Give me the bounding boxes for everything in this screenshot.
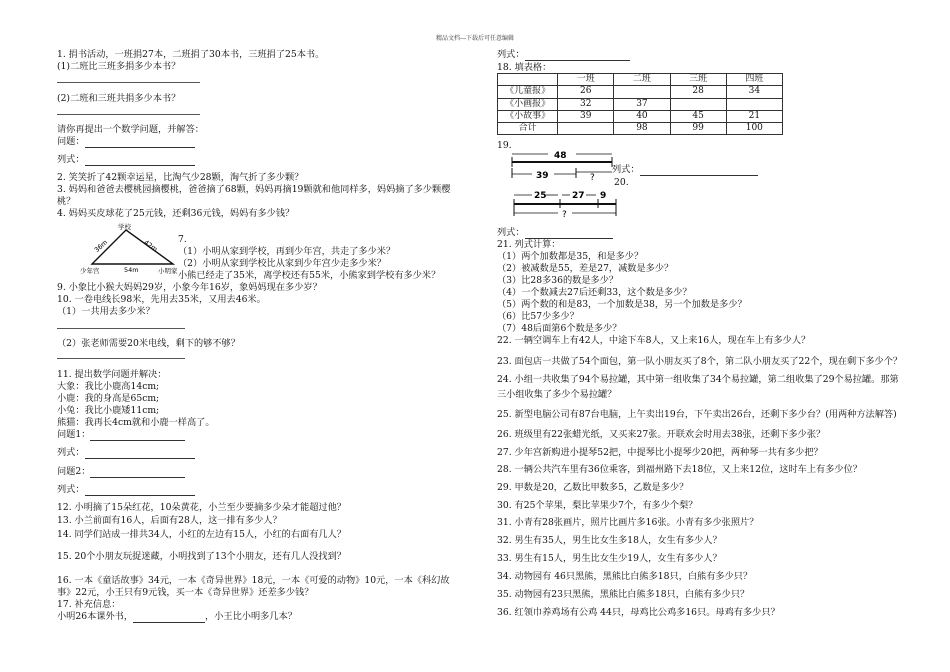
question-24-line1: 24. 小组一共收集了94个易拉罐，其中第一组收集了34个易拉罐，第二组收集了29个易拉罐。那第 <box>497 374 899 385</box>
question-7: 7. <box>178 234 187 245</box>
segment-b-length: 27 <box>572 191 585 201</box>
question-1-label: 问题1： <box>57 429 91 440</box>
top-length: 48 <box>554 151 567 161</box>
table-row <box>498 86 783 98</box>
answer-blank[interactable] <box>85 486 195 496</box>
question-21-4: （4）一个数减去27后还剩33，这个数是多少？ <box>497 287 692 298</box>
question-2-label: 问题2： <box>57 466 91 477</box>
clue-panda: 熊猫：我再长4cm就和小鹿一样高了。 <box>57 417 215 428</box>
question-33: 33. 男生有15人，男生比女生少19人，女生有多少人？ <box>497 553 722 564</box>
table-cell-blank[interactable] <box>726 98 782 110</box>
question-16-line2: 事》22元，小王只有9元钱，买一本《奇异世界》还差多少钱？ <box>57 587 314 598</box>
question-32: 32. 男生有35人，男生比女生多18人，女生有多少人？ <box>497 535 722 546</box>
question-30: 30. 有25个苹果，梨比苹果少7个，有多少个梨？ <box>497 500 698 511</box>
question-1: 1. 捐书活动，一班捐27本，二班捐了30本书，三班捐了25本书。 <box>57 49 325 60</box>
formula-prompt <box>497 49 630 61</box>
question-36: 36. 红领巾养鸡场有公鸡 44只，母鸡比公鸡多16只。母鸡有多少只？ <box>497 607 780 618</box>
answer-blank[interactable] <box>90 468 185 478</box>
table-cell-blank[interactable] <box>614 86 670 98</box>
question-10b: （2）张老师需要20米电线，剩下的够不够？ <box>57 338 240 349</box>
question-13: 13. 小兰前面有16人，后面有28人，这一排有多少人？ <box>57 515 282 526</box>
answer-line <box>57 114 200 115</box>
school-label: 学校 <box>118 223 131 231</box>
question-35: 35. 动物园有23只黑熊，黑熊比白熊多18只，白熊有多少只？ <box>497 589 750 600</box>
question-19: 19. <box>497 140 512 151</box>
table-cell: 34 <box>726 86 782 98</box>
q17-text-a: 小明26本课外书， <box>57 611 134 622</box>
question-prompt <box>57 136 195 148</box>
clue-deer: 小鹿：我的身高是65cm; <box>57 393 160 404</box>
question-34: 34. 动物园有 46只黑熊，黑熊比白熊多18只，白熊有多少只？ <box>497 571 753 582</box>
question-31: 31. 小青有28张画片，照片比画片多16张。小青有多少张照片？ <box>497 517 759 528</box>
header-cell: 三班 <box>670 74 726 86</box>
segment-diagram-19 <box>508 150 618 182</box>
question-9: 9. 小象比小猴大妈妈29岁，小象今年16岁，象妈妈现在多少岁？ <box>57 282 322 293</box>
clue-rabbit: 小兔：我比小鹿矮11cm; <box>57 405 160 416</box>
unknown-mark: ? <box>590 173 595 182</box>
right-side-length: 42m <box>142 238 159 254</box>
question-3-line2: 桃？ <box>57 196 76 207</box>
clue-elephant: 大象：我比小鹿高14cm; <box>57 381 160 392</box>
answer-blank[interactable] <box>85 449 195 459</box>
question-20: 20. <box>614 177 629 188</box>
formula-label: 列式： <box>497 227 525 238</box>
question-25: 25. 新型电脑公司有87台电脑，上午卖出19台，下午卖出26台，还剩下多少台？(用两种方法解答) <box>497 409 897 420</box>
answer-blank[interactable] <box>525 51 630 61</box>
question-12: 12. 小明摘了15朵红花，10朵黄花，小兰至少要摘多少朵才能超过他？ <box>57 502 346 513</box>
row-label: 《小故事》 <box>498 110 558 122</box>
question-29: 29. 甲数是20，乙数比甲数多5，乙数是多少？ <box>497 482 689 493</box>
question-8: 小熊已经走了35米，离学校还有55米，小熊家到学校有多少米？ <box>178 270 441 281</box>
table-row <box>498 98 783 110</box>
triangle-diagram <box>78 222 186 276</box>
question-21: 21. 列式计算： <box>497 239 561 250</box>
question-10a: （1）一共用去多少米？ <box>57 306 155 317</box>
formula-prompt <box>497 227 613 239</box>
header-cell: 四班 <box>726 74 782 86</box>
table-cell: 99 <box>670 123 726 135</box>
formula-prompt <box>57 447 195 459</box>
question-11: 11. 提出数学问题并解决： <box>57 369 167 380</box>
answer-blank[interactable] <box>133 613 205 623</box>
question-27: 27. 少年宫新购进小提琴52把，中提琴比小提琴少20把，两种琴一共有多少把？ <box>497 447 823 458</box>
row-label: 合计 <box>498 123 558 135</box>
question-3-line1: 3. 妈妈和爸爸去樱桃园摘樱桃，爸爸摘了68颗，妈妈再摘19颗就和他同样多，妈妈摘了多少颗樱 <box>57 184 451 195</box>
table-cell: 26 <box>558 86 614 98</box>
question-28: 28. 一辆公共汽车里有36位乘客，到福州路下去18位，又上来12位，这时车上有多少位？ <box>497 464 862 475</box>
question-23: 23. 面包店一共做了54个面包，第一队小朋友买了8个，第二队小朋友买了22个，现在剩下多少个？ <box>497 356 903 367</box>
formula-label: 列式： <box>612 164 640 175</box>
question-21-1: （1）两个加数都是35，和是多少？ <box>497 251 644 262</box>
question-7b: （2）小明从家到学校比从家到少年宫少走多少米？ <box>178 258 386 269</box>
question-1b: (2)二班和三班共捐多少本书？ <box>57 93 181 104</box>
question-21-6: （6）比57少多少？ <box>497 311 579 322</box>
answer-blank[interactable] <box>640 166 758 176</box>
question-26: 26. 班级里有22张蜡光纸，又买来27张。开联欢会时用去38张，还剩下多少张？ <box>497 429 826 440</box>
page-header: 精品文档---下载后可任意编辑 <box>435 35 515 42</box>
formula-label: 列式： <box>497 49 525 60</box>
segment-a-length: 25 <box>534 191 547 201</box>
question-10: 10. 一卷电线长98米，先用去35米，又用去46米。 <box>57 294 266 305</box>
table-cell: 98 <box>614 123 670 135</box>
table-cell: 21 <box>726 110 782 122</box>
table-cell: 32 <box>558 98 614 110</box>
question-prompt-2 <box>57 466 185 478</box>
question-prompt-label: 问题： <box>57 136 85 147</box>
formula-prompt <box>57 484 195 496</box>
question-21-5: （5）两个数的和是83，一个加数是38，另一个加数是多少？ <box>497 299 747 310</box>
question-17: 17. 补充信息： <box>57 599 121 610</box>
home-label: 小明家 <box>158 267 178 275</box>
answer-line <box>57 82 200 83</box>
question-1a: (1)二班比三班多捐多少本书？ <box>57 61 181 72</box>
table-cell: 28 <box>670 86 726 98</box>
table-row <box>498 110 783 122</box>
question-22: 22. 一辆空调车上有42人，中途下车8人，又上来16人，现在车上有多少人？ <box>497 335 811 346</box>
formula-prompt <box>57 154 195 166</box>
question-2: 2. 笑笑折了42颗幸运星，比淘气少28颗，淘气折了多少颗？ <box>57 172 304 183</box>
question-14: 14. 同学们站成一排共34人，小红的左边有15人，小红的右面有几人？ <box>57 529 346 540</box>
table-cell: 40 <box>614 110 670 122</box>
question-15: 15. 20个小朋友玩捉迷藏，小明找到了13个小朋友，还有几人没找到？ <box>57 551 346 562</box>
fill-table <box>497 73 783 135</box>
question-prompt-1 <box>57 429 185 441</box>
question-24-line2: 三小组收集了多少个易拉罐？ <box>497 389 617 400</box>
bottom-length: 39 <box>536 171 549 181</box>
table-cell-blank[interactable] <box>670 98 726 110</box>
answer-blank[interactable] <box>525 229 613 239</box>
row-label: 《小画报》 <box>498 98 558 110</box>
question-21-2: （2）被减数是55，差是27，减数是多少？ <box>497 263 674 274</box>
table-header-row <box>498 74 783 86</box>
table-cell: 39 <box>558 110 614 122</box>
left-side-length: 36m <box>92 238 110 254</box>
base-length: 54m <box>124 266 139 274</box>
answer-line <box>57 328 185 329</box>
answer-blank[interactable] <box>90 431 185 441</box>
question-21-3: （3）比28多36的数是多少？ <box>497 275 619 286</box>
formula-prompt <box>612 164 758 176</box>
header-cell: 二班 <box>614 74 670 86</box>
formula-label: 列式： <box>57 484 85 495</box>
formula-label: 列式： <box>57 154 85 165</box>
table-cell-blank[interactable] <box>558 123 614 135</box>
formula-label: 列式： <box>57 447 85 458</box>
youth-palace-label: 少年宫 <box>80 267 100 275</box>
q17-text-b: ，小王比小明多几本？ <box>205 611 297 622</box>
segment-c-length: 9 <box>600 191 607 201</box>
answer-blank[interactable] <box>85 138 195 148</box>
question-4: 4. 妈妈买皮球花了25元钱，还剩36元钱，妈妈有多少钱？ <box>57 208 295 219</box>
table-row <box>498 123 783 135</box>
header-cell <box>498 74 558 86</box>
unknown-mark: ? <box>562 210 567 220</box>
question-18: 18. 填表格： <box>497 62 552 73</box>
answer-blank[interactable] <box>85 156 195 166</box>
table-cell: 37 <box>614 98 670 110</box>
segment-diagram-20 <box>508 186 620 224</box>
question-21-7: （7）48后面第6个数是多少？ <box>497 323 622 334</box>
question-1c: 请你再提出一个数学问题，并解答： <box>57 124 204 135</box>
table-cell: 100 <box>726 123 782 135</box>
question-17-content <box>57 611 297 623</box>
question-7a: （1）小明从家到学校，再到少年宫，共走了多少米？ <box>178 246 396 257</box>
answer-line <box>57 358 185 359</box>
table-cell: 45 <box>670 110 726 122</box>
row-label: 《儿童报》 <box>498 86 558 98</box>
header-cell: 一班 <box>558 74 614 86</box>
question-16-line1: 16. 一本《童话故事》34元，一本《奇异世界》18元，一本《可爱的动物》10元，一本《科幻故 <box>57 575 450 586</box>
